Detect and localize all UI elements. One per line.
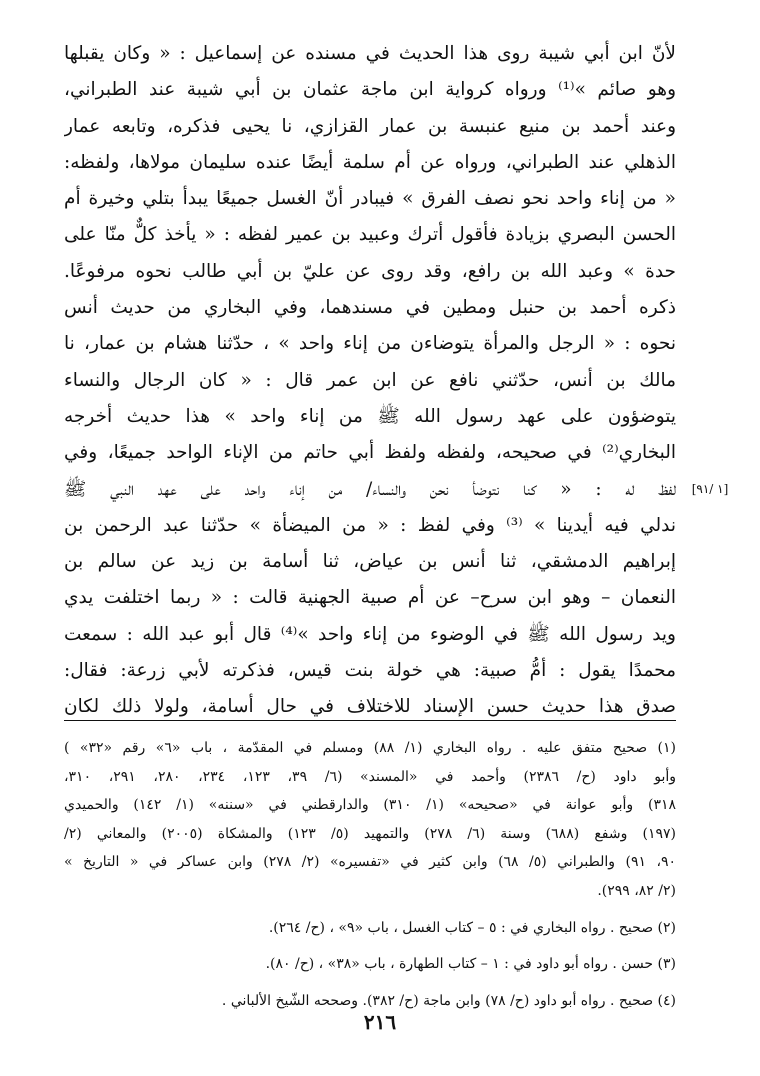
footnote-line: (٣) حسن . رواه أبو داود في : ١ – كتاب الطهارة ، باب «٣٨» ، (ح/ ٨٠). xyxy=(265,956,676,973)
text-line: البخاري⁽²⁾ في صحيحه، ولفظه ولفظ أبي حاتم من الإناء الواحد جميعًا، وفي xyxy=(64,442,676,464)
text-line: مالك بن أنس، حدّثني نافع عن ابن عمر قال : « كان الرجال والنساء xyxy=(64,369,676,391)
text-line: الحسن البصري بزيادة فأقول أترك وعبيد بن عمير لفظه : « يأخذ كلٌّ منّا على xyxy=(64,224,676,246)
footnotes-block xyxy=(64,734,676,1015)
margin-folio-note: [١ /٩١] xyxy=(691,482,729,496)
text-line: وعند أحمد بن منيع عنبسة بن عمار القزازي، نا يحيى فذكره، وتابعه عمار xyxy=(64,115,676,137)
page-number: ٢١٦ xyxy=(363,1010,397,1034)
text-line: حدة » وعبد الله بن رافع، وقد روى عن عليّ بن أبي طالب نحوه مرفوعًا. xyxy=(64,260,676,282)
text-line: ذكره أحمد بن حنبل ومطين في مسندهما، وفي البخاري من حديث أنس xyxy=(64,297,676,319)
footnote-2 xyxy=(64,914,676,943)
text-line: وهو صائم »⁽¹⁾ ورواه كرواية ابن ماجة عثمان بن أبي شيبة عند الطبراني، xyxy=(64,79,676,101)
text-line: ندلي فيه أيدينا » ⁽³⁾ وفي لفظ : « من الميضأة » حدّثنا عبد الرحمن بن xyxy=(64,514,676,536)
footnote-3 xyxy=(64,950,676,979)
footnote-1 xyxy=(64,734,676,906)
footnote-line: ٩٠، ٩١) والطبراني (٥/ ٦٨) وابن كثير في «تفسيره» (٢/ ٢٧٨) وابن عساكر في « التاريخ » xyxy=(64,854,676,871)
text-line: لفظ له : « كنا نتوضأ نحن والنساء/ من إناء واحد على عهد النبي ﷺ xyxy=(64,478,676,500)
text-line: « من إناء واحد نحو نصف الفرق » فيبادر أنّ الغسل جميعًا يبدأ بتلي وخيرة أم xyxy=(64,188,676,210)
footnote-line: (٤) صحيح . رواه أبو داود (ح/ ٧٨) وابن ماجة (ح/ ٣٨٢). وصححه الشّيخ الألباني . xyxy=(221,992,676,1009)
text-line: إبراهيم الدمشقي، ثنا أنس بن عياض، ثنا أسامة بن زيد عن سالم بن xyxy=(64,551,676,573)
footnote-line: (٢) صحيح . رواه البخاري في : ٥ – كتاب الغسل ، باب «٩» ، (ح/ ٢٦٤). xyxy=(268,919,676,936)
text-line: صدق هذا حديث حسن الإسناد للاختلاف في حال أسامة، ولولا ذلك لكان xyxy=(64,696,676,718)
text-line: لأنّ ابن أبي شيبة روى هذا الحديث في مسنده عن إسماعيل : « وكان يقبلها xyxy=(64,43,676,64)
footnote-line: (٢/ ٨٢، ٢٩٩). xyxy=(597,882,676,899)
main-text-block xyxy=(64,36,676,726)
footnote-line: ٣١٨) وأبو عوانة في «صحيحه» (١/ ٣١٠) والدارقطني في «سننه» (١/ ١٤٢) والحميدي xyxy=(64,797,676,814)
text-line: محمدًا يقول : أمُّ صبية: هي خولة بنت قيس، فذكرته لأبي زرعة: فقال: xyxy=(64,660,676,682)
text-line: نحوه : « الرجل والمرأة يتوضاءن من إناء واحد » ، حدّثنا هشام بن عمار، نا xyxy=(64,333,676,355)
text-line: ويد رسول الله ﷺ في الوضوء من إناء واحد »⁽⁴⁾ قال أبو عبد الله : سمعت xyxy=(64,623,676,645)
footnote-separator xyxy=(64,720,676,721)
footnote-line: (١٩٧) وشفع (٦٨٨) وسنة (٦/ ٢٧٨) والتمهيد (٥/ ١٢٣) والمشكاة (٢٠٠٥) والمعاني (٢/ xyxy=(64,825,676,842)
footnote-line: وأبو داود (ح/ ٢٣٨٦) وأحمد في «المسند» (٦/ ٣٩، ١٢٣، ٢٣٤، ٢٨٠، ٢٩١، ٣١٠، xyxy=(64,768,676,785)
footnote-line: (١) صحيح متفق عليه . رواه البخاري (١/ ٨٨) ومسلم في المقدّمة ، باب «٦» رقم «٣٢» ) xyxy=(64,740,676,756)
text-line: النعمان – وهو ابن سرح– عن أم صبية الجهنية قالت : « ربما اختلفت يدي xyxy=(64,587,676,609)
text-line: يتوضؤون على عهد رسول الله ﷺ من إناء واحد » هذا حديث أخرجه xyxy=(64,405,676,427)
text-line: الذهلي عند الطبراني، ورواه عن أم سلمة أيضًا عنده سليمان مولاها، ولفظه: xyxy=(64,151,676,173)
